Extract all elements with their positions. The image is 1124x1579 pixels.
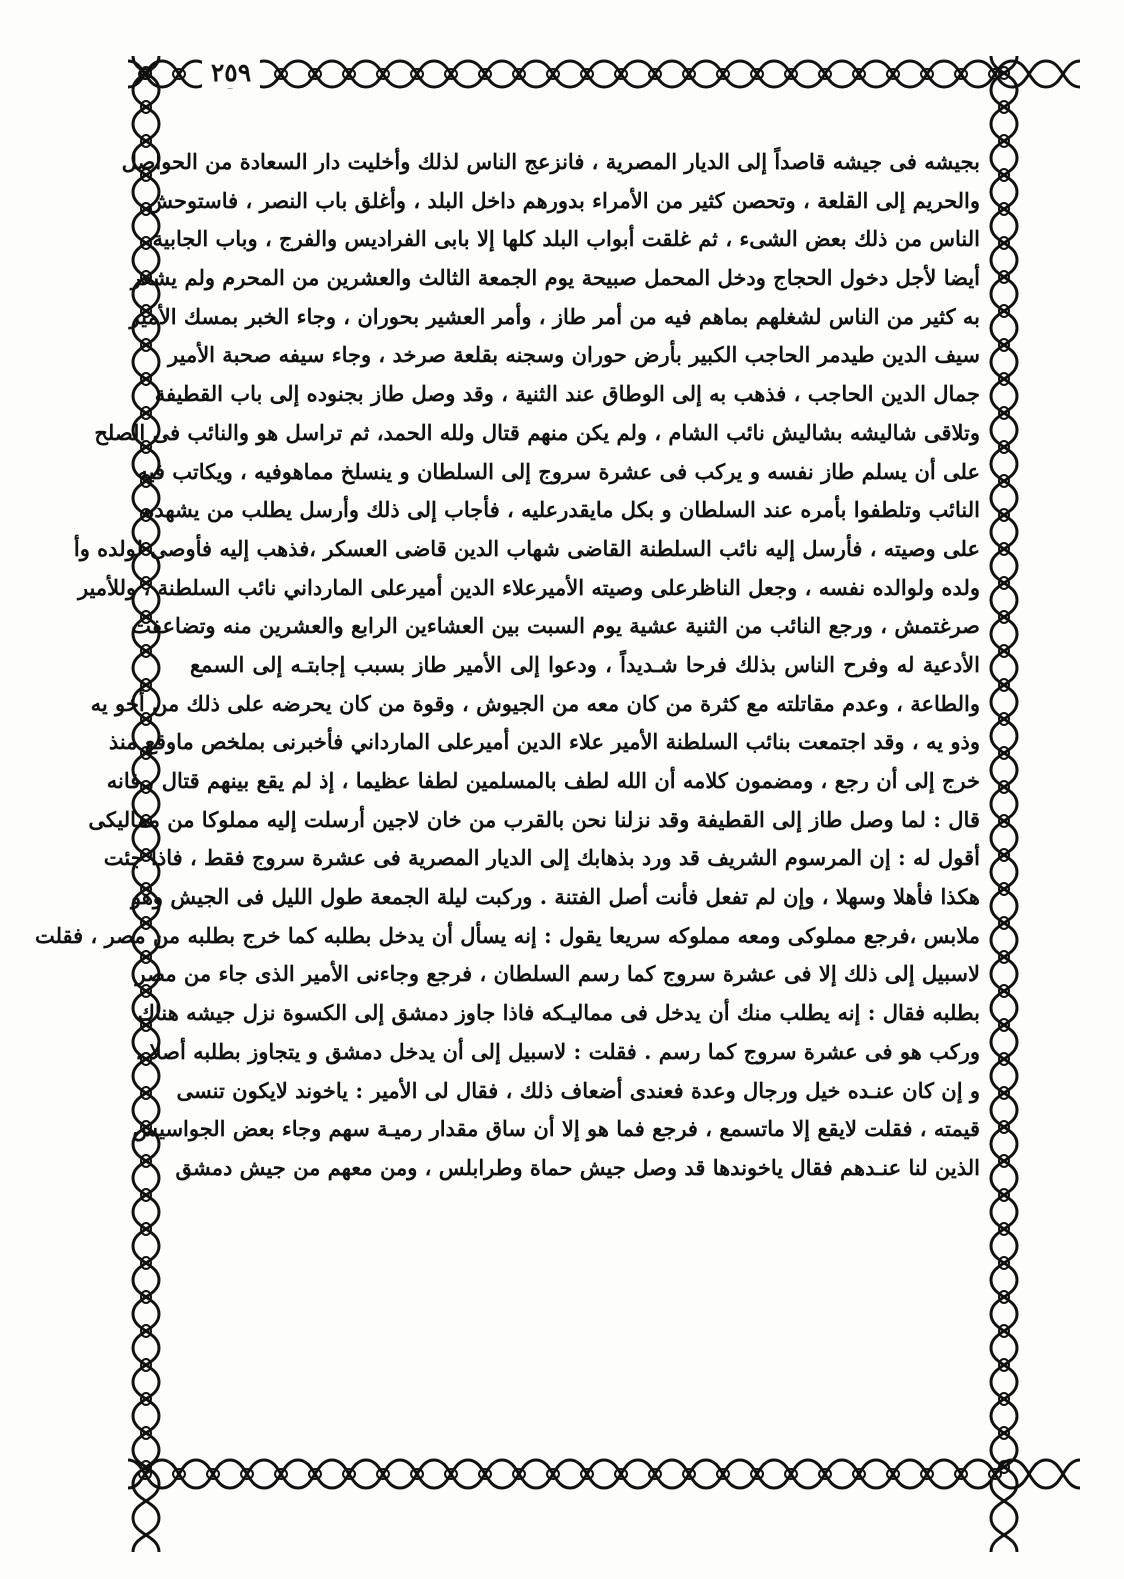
text-line: ملابس ،فرجع مملوكى ومعه مملوكه سريعا يقول : إنه يسأل أن يدخل بطلبه كما خرج بطلبه من مصر ، فقلت: [34, 922, 980, 948]
text-line: صرغتمش ، ورجع النائب من الثنية عشية يوم السبت بين العشاءين الرابع والعشرين منه وتضاعفت: [131, 613, 980, 639]
ornamental-border-top: [128, 56, 1020, 92]
ornament-rope: [128, 1460, 1080, 1488]
text-line: هكذا فأهلا وسهلا ، وإن لم تفعل فأنت أصل الفتنة . وركبت ليلة الجمعة طول الليل فى الجيش وهو: [131, 884, 980, 910]
body-text: [34, 143, 980, 1443]
text-line: به كثير من الناس لشغلهم بماهم فيه من أمر طاز ، وأمر العشير بحوران ، وجاء الخبر بمسك الأمير: [129, 303, 980, 329]
ornament-rope: [991, 56, 1017, 1552]
page-number: ٢٥٩: [202, 58, 260, 88]
ornamental-border-right: [986, 56, 1022, 1493]
text-line: سيف الدين طيدمر الحاجب الكبير بأرض حوران وسجنه بقلعة صرخد ، وجاء سيفه صحبة الأمير: [168, 342, 980, 368]
text-line: خرج إلى أن رجع ، ومضمون كلامه أن الله لطف بالمسلمين لطفا عظيما ، إذ لم يقع بينهم قتال ، فانه: [106, 768, 980, 793]
text-line: الذين لنا عنـدهم فقال ياخوندها قد وصل جيش حماة وطرابلس ، ومن معهم من جيش دمشق: [175, 1154, 980, 1180]
text-line: على أن يسلم طاز نفسه و يركب فى عشرة سروج إلى السلطان و ينسلخ مماهوفيه ، ويكاتب فيه: [137, 458, 980, 484]
text-line: أقول له : إن المرسوم الشريف قد ورد بذهابك إلى الديار المصرية فى عشرة سروج فقط ، فاذا جئت: [103, 845, 980, 871]
text-line: لاسبيل إلى ذلك إلا فى عشرة سروج كما رسم السلطان ، فرجع وجاءنى الأمير الذى جاء من مصر: [135, 961, 980, 987]
text-line: وتلاقى شاليشه بشاليش نائب الشام ، ولم يكن منهم قتال ولله الحمد، ثم تراسل هو والنائب فى الصلح: [94, 419, 980, 445]
text-line: جمال الدين الحاجب ، فذهب به إلى الوطاق عند الثنية ، وقد وصل طاز بجنوده إلى باب القطيفة: [154, 381, 980, 407]
ornament-rope: [128, 61, 1080, 87]
text-line: وذو يه ، وقد اجتمعت بنائب السلطنة الأمير علاء الدين أميرعلى المارداني فأخبرنى بملخص ماوقع منذ: [108, 729, 980, 755]
text-line: بجيشه فى جيشه قاصداً إلى الديار المصرية ، فانزعج الناس لذلك وأخليت دار السعادة من الحواصل: [121, 149, 980, 174]
ornament-rope: [128, 61, 1080, 87]
text-line: أيضا لأجل دخول الحجاج ودخل المحمل صبيحة يوم الجمعة الثالث والعشرين من المحرم ولم يشعر: [130, 265, 980, 291]
text-line: وركب هو فى عشرة سروج كما رسم . فقلت : لاسبيل إلى أن يدخل دمشق و يتجاوز بطلبه أصلا ،: [135, 1038, 980, 1064]
text-line: والطاعة ، وعدم مقاتلته مع كثرة من كان معه من الجيوش ، وقوة من كان يحرضه على ذلك من أخو يه: [90, 690, 980, 716]
text-line: على وصيته ، فأرسل إليه نائب السلطنة القاضى شهاب الدين قاضى العسكر ،فذهب إليه فأوصى لولده وأ: [73, 535, 980, 561]
text-line: الناس من ذلك بعض الشىء ، ثم غلقت أبواب البلد كلها إلا بابى الفراديس والفرج ، وباب الجابية: [152, 226, 980, 252]
text-line: النائب وتلطفوا بأمره عند السلطان و بكل مايقدرعليه ، فأجاب إلى ذلك وأرسل يطلب من يشهده: [143, 497, 980, 523]
text-line: بطلبه فقال : إنه يطلب منك أن يدخل فى مماليـكه فاذا جاوز دمشق إلى الكسوة نزل جيشه هناك: [137, 1000, 980, 1026]
ornamental-border-bottom: [128, 1455, 1020, 1493]
text-line: و إن كان عنـده خيل ورجال وعدة فعندى أضعاف ذلك ، فقال لى الأمير : ياخوند لايكون تنسى: [176, 1077, 980, 1103]
text-line: والحريم إلى القلعة ، وتحصن كثير من الأمراء بدورهم داخل البلد ، وأغلق باب النصر ، فاستوحش: [147, 187, 980, 213]
text-line: الأدعية له وفرح الناس بذلك فرحا شـديداً ، ودعوا إلى الأمير طاز بسبب إجابتـه إلى السمع: [190, 651, 980, 677]
ornament-rope: [991, 56, 1017, 1552]
text-line: ولده ولوالده نفسه ، وجعل الناظرعلى وصيته الأميرعلاء الدين أميرعلى المارداني نائب السلطنة ، وللأمير: [77, 574, 980, 600]
text-line: قيمته ، فقلت لايقع إلا ماتسمع ، فرجع فما هو إلا أن ساق مقدار رميـة سهم وجاء بعض الجواسيس: [132, 1116, 980, 1142]
ornament-rope: [128, 1460, 1080, 1488]
text-line: قال : لما وصل طاز إلى القطيفة وقد نزلنا نحن بالقرب من خان لاجين أرسلت إليه مملوكا من مماليكى: [88, 806, 980, 832]
